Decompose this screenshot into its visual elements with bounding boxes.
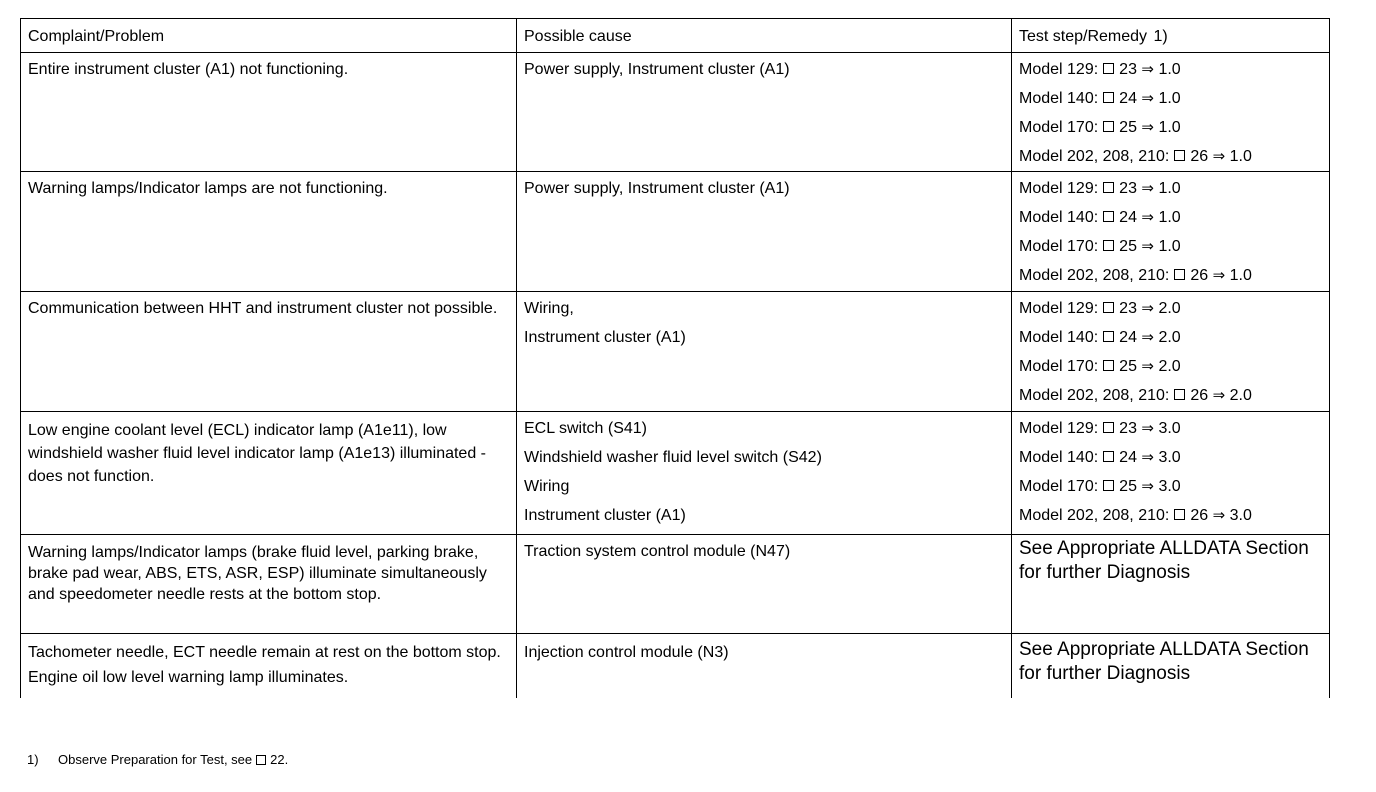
step-ref: 24 <box>1119 209 1137 226</box>
complaint-cell: Entire instrument cluster (A1) not functioning. <box>21 53 517 172</box>
complaint-cell: Tachometer needle, ECT needle remain at rest on the bottom stop. Engine oil low level warning lamp illuminates. <box>21 634 517 699</box>
cause-cell <box>517 634 1012 699</box>
test-step <box>1019 323 1323 352</box>
step-number: 3.0 <box>1158 449 1181 466</box>
step-model: Model 140: <box>1019 90 1099 107</box>
step-number: 3.0 <box>1158 478 1181 495</box>
footnote-text: Observe Preparation for Test, see <box>58 752 253 767</box>
step-number: 1.0 <box>1229 148 1252 165</box>
arrow-right-icon: ⇒ <box>1141 118 1154 136</box>
section-ref-box-icon <box>1174 269 1185 280</box>
table-row <box>21 412 1330 535</box>
arrow-right-icon: ⇒ <box>1212 147 1226 165</box>
step-ref: 24 <box>1119 449 1137 466</box>
section-ref-box-icon <box>256 755 266 765</box>
footnote-ref: 22. <box>270 752 289 767</box>
step-model: Model 202, 208, 210: <box>1019 507 1170 524</box>
test-step <box>1019 261 1323 290</box>
test-step <box>1019 414 1323 443</box>
step-number: 2.0 <box>1229 387 1252 404</box>
test-step <box>1019 381 1323 410</box>
cause-cell <box>517 172 1012 292</box>
cause-line: Injection control module (N3) <box>524 644 729 661</box>
cause-line: Power supply, Instrument cluster (A1) <box>524 61 790 78</box>
section-ref-box-icon <box>1174 509 1185 520</box>
step-number: 1.0 <box>1158 238 1181 255</box>
cause-line: Wiring <box>524 478 570 495</box>
section-ref-box-icon <box>1103 480 1114 491</box>
remedy-cell: See Appropriate ALLDATA Section for further Diagnosis <box>1012 535 1330 634</box>
cause-line: ECL switch (S41) <box>524 420 647 437</box>
step-number: 1.0 <box>1158 61 1181 78</box>
test-step <box>1019 113 1323 142</box>
step-ref: 26 <box>1190 267 1209 284</box>
step-ref: 24 <box>1119 90 1137 107</box>
step-model: Model 140: <box>1019 449 1099 466</box>
remedy-cell <box>1012 412 1330 535</box>
cause-cell <box>517 535 1012 634</box>
step-number: 1.0 <box>1158 90 1181 107</box>
arrow-right-icon: ⇒ <box>1141 477 1154 495</box>
step-ref: 23 <box>1119 300 1137 317</box>
test-step <box>1019 142 1323 171</box>
diagnosis-table <box>20 18 1330 698</box>
table-row <box>21 172 1330 292</box>
footnote <box>27 752 288 767</box>
cause-line: Instrument cluster (A1) <box>524 507 686 524</box>
cause-cell <box>517 292 1012 412</box>
arrow-right-icon: ⇒ <box>1141 179 1154 197</box>
arrow-right-icon: ⇒ <box>1212 506 1226 524</box>
step-number: 3.0 <box>1158 420 1181 437</box>
cause-line: Windshield washer fluid level switch (S42) <box>524 449 822 466</box>
step-number: 1.0 <box>1158 119 1181 136</box>
section-ref-box-icon <box>1103 240 1114 251</box>
arrow-right-icon: ⇒ <box>1141 299 1154 317</box>
step-model: Model 170: <box>1019 358 1099 375</box>
table-row <box>21 53 1330 172</box>
section-ref-box-icon <box>1103 360 1114 371</box>
arrow-right-icon: ⇒ <box>1141 448 1154 466</box>
test-step <box>1019 443 1323 472</box>
step-number: 1.0 <box>1158 180 1181 197</box>
section-ref-box-icon <box>1103 63 1114 74</box>
step-number: 1.0 <box>1229 267 1252 284</box>
footnote-number: 1) <box>27 752 39 767</box>
step-number: 2.0 <box>1158 329 1181 346</box>
step-ref: 25 <box>1119 238 1137 255</box>
step-model: Model 129: <box>1019 420 1099 437</box>
table-header-row <box>21 19 1330 53</box>
cause-cell <box>517 53 1012 172</box>
complaint-cell: Low engine coolant level (ECL) indicator lamp (A1e11), low windshield washer fluid level indicator lamp (A1e13) illuminated - does not function. <box>21 412 517 535</box>
arrow-right-icon: ⇒ <box>1141 89 1154 107</box>
header-complaint: Complaint/Problem <box>21 19 517 53</box>
arrow-right-icon: ⇒ <box>1141 328 1154 346</box>
step-ref: 26 <box>1190 387 1209 404</box>
step-model: Model 202, 208, 210: <box>1019 148 1170 165</box>
test-step <box>1019 174 1323 203</box>
arrow-right-icon: ⇒ <box>1212 386 1226 404</box>
step-ref: 26 <box>1190 148 1209 165</box>
step-model: Model 129: <box>1019 300 1099 317</box>
cause-line: Traction system control module (N47) <box>524 543 791 560</box>
section-ref-box-icon <box>1103 331 1114 342</box>
step-number: 2.0 <box>1158 358 1181 375</box>
header-remedy <box>1012 19 1330 53</box>
step-model: Model 170: <box>1019 238 1099 255</box>
section-ref-box-icon <box>1103 182 1114 193</box>
step-model: Model 129: <box>1019 180 1099 197</box>
header-remedy-label: Test step/Remedy <box>1019 28 1148 45</box>
step-ref: 24 <box>1119 329 1137 346</box>
complaint-cell: Warning lamps/Indicator lamps are not functioning. <box>21 172 517 292</box>
test-step <box>1019 472 1323 501</box>
section-ref-box-icon <box>1103 211 1114 222</box>
step-ref: 25 <box>1119 478 1137 495</box>
step-ref: 25 <box>1119 119 1137 136</box>
step-model: Model 140: <box>1019 209 1099 226</box>
remedy-cell: See Appropriate ALLDATA Section for further Diagnosis <box>1012 634 1330 699</box>
step-ref: 23 <box>1119 61 1137 78</box>
section-ref-box-icon <box>1174 150 1185 161</box>
complaint-cell: Warning lamps/Indicator lamps (brake fluid level, parking brake, brake pad wear, ABS, ETS, ASR, ESP) illuminate simultaneously and speedometer needle rests at the bottom stop. <box>21 535 517 634</box>
remedy-cell <box>1012 53 1330 172</box>
arrow-right-icon: ⇒ <box>1141 357 1154 375</box>
test-step <box>1019 232 1323 261</box>
test-step <box>1019 352 1323 381</box>
step-model: Model 202, 208, 210: <box>1019 387 1170 404</box>
test-step <box>1019 84 1323 113</box>
header-remedy-footnote-ref: 1) <box>1153 28 1168 45</box>
step-number: 1.0 <box>1158 209 1181 226</box>
step-model: Model 129: <box>1019 61 1099 78</box>
test-step <box>1019 203 1323 232</box>
step-ref: 23 <box>1119 180 1137 197</box>
test-step <box>1019 294 1323 323</box>
step-model: Model 170: <box>1019 119 1099 136</box>
cause-line: Wiring, <box>524 300 574 317</box>
cause-cell <box>517 412 1012 535</box>
step-number: 3.0 <box>1229 507 1252 524</box>
section-ref-box-icon <box>1103 92 1114 103</box>
step-model: Model 140: <box>1019 329 1099 346</box>
complaint-cell: Communication between HHT and instrument cluster not possible. <box>21 292 517 412</box>
step-ref: 23 <box>1119 420 1137 437</box>
test-step <box>1019 501 1323 530</box>
step-ref: 26 <box>1190 507 1209 524</box>
test-step <box>1019 55 1323 84</box>
arrow-right-icon: ⇒ <box>1141 208 1154 226</box>
remedy-cell <box>1012 292 1330 412</box>
section-ref-box-icon <box>1103 121 1114 132</box>
arrow-right-icon: ⇒ <box>1141 237 1154 255</box>
step-ref: 25 <box>1119 358 1137 375</box>
section-ref-box-icon <box>1103 451 1114 462</box>
arrow-right-icon: ⇒ <box>1141 419 1154 437</box>
arrow-right-icon: ⇒ <box>1141 60 1154 78</box>
step-number: 2.0 <box>1158 300 1181 317</box>
cause-line: Instrument cluster (A1) <box>524 329 686 346</box>
table-row <box>21 634 1330 699</box>
remedy-cell <box>1012 172 1330 292</box>
step-model: Model 170: <box>1019 478 1099 495</box>
table-row <box>21 535 1330 634</box>
step-model: Model 202, 208, 210: <box>1019 267 1170 284</box>
header-cause: Possible cause <box>517 19 1012 53</box>
table-row <box>21 292 1330 412</box>
arrow-right-icon: ⇒ <box>1212 266 1226 284</box>
section-ref-box-icon <box>1103 422 1114 433</box>
section-ref-box-icon <box>1174 389 1185 400</box>
cause-line: Power supply, Instrument cluster (A1) <box>524 180 790 197</box>
section-ref-box-icon <box>1103 302 1114 313</box>
